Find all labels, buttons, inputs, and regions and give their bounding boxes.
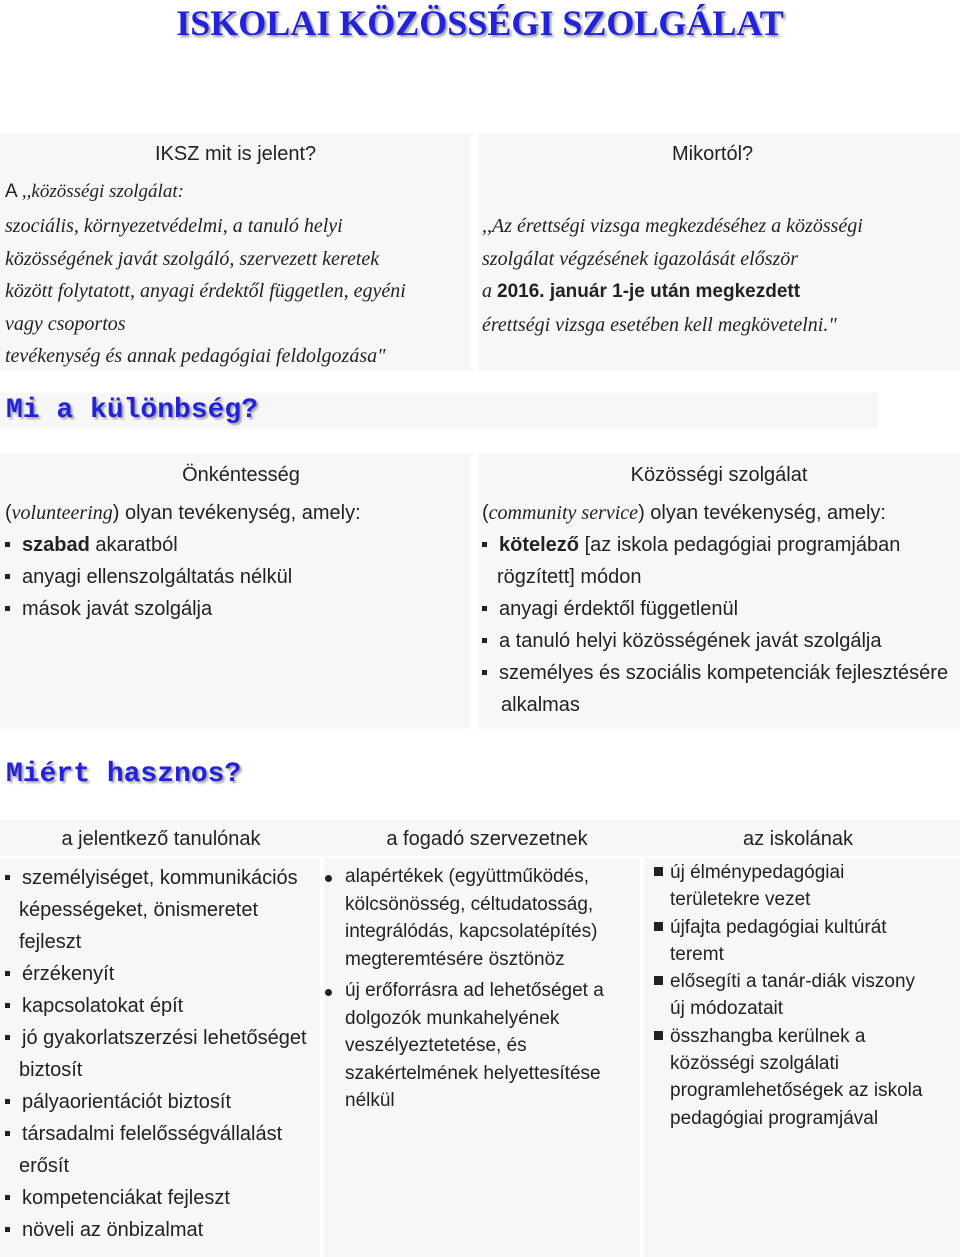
page-title: ISKOLAI KÖZÖSSÉGI SZOLGÁLAT <box>176 3 784 43</box>
list-item-continuation: teremt <box>670 943 724 965</box>
list-item: érzékenyít <box>5 958 307 990</box>
list-item-continuation: dolgozók munkahelyének <box>345 1007 560 1029</box>
iksz-definition-line: tevékenység és annak pedagógiai feldolgozása" <box>5 345 386 367</box>
student-list <box>5 862 307 1246</box>
list-item: növeli az önbizalmat <box>5 1214 307 1246</box>
list-item: kapcsolatokat épít <box>5 990 307 1022</box>
list-item-continuation: új módozatait <box>670 998 784 1020</box>
since-line <box>482 275 863 309</box>
emphasis: szabad <box>22 534 90 556</box>
list-item-continuation: fejleszt <box>19 931 82 953</box>
list-item <box>482 529 948 561</box>
iksz-definition-line: vagy csoportos <box>5 312 126 335</box>
iksz-definition-line: közösségének javát szolgáló, szervezett keretek <box>5 247 380 270</box>
iksz-term: ,,közösségi szolgálat: <box>21 181 184 202</box>
list-item: személyiséget, kommunikációs <box>5 862 307 894</box>
list-item: kompetenciákat fejleszt <box>5 1182 307 1214</box>
list-item-continuation: megteremtésére ösztönöz <box>345 948 565 970</box>
list-item <box>5 529 361 561</box>
list-item: új élménypedagógiai <box>654 859 922 886</box>
list-item: alapértékek (együttműködés, <box>323 863 604 891</box>
list-item-continuation: területekre vezet <box>670 889 811 911</box>
iksz-definition-line: szociális, környezetvédelmi, a tanuló helyi <box>5 215 343 237</box>
host-header: a fogadó szervezetnek <box>386 828 588 850</box>
since-line-prefix: a <box>482 280 492 302</box>
community-list <box>482 529 948 721</box>
volunteering-term: volunteering <box>11 502 113 524</box>
volunteering-list <box>5 529 361 625</box>
list-item-continuation: erősít <box>19 1155 70 1177</box>
list-item: anyagi ellenszolgáltatás nélkül <box>5 561 361 593</box>
list-item: társadalmi felelősségvállalást <box>5 1118 307 1150</box>
list-item: anyagi érdektől függetlenül <box>482 593 948 625</box>
paren: ( <box>482 502 489 524</box>
since-heading: Mikortól? <box>672 143 754 165</box>
since-date: 2016. január 1-je után megkezdett <box>497 281 801 302</box>
since-line: szolgálat végzésének igazolását először <box>482 247 799 270</box>
since-line: érettségi vizsga esetében kell megkövetelni." <box>482 313 837 336</box>
community-intro-rest: ) olyan tevékenység, amely: <box>638 502 886 524</box>
volunteering-intro <box>5 497 361 529</box>
item-text: [az iskola pedagógiai programjában <box>579 534 901 556</box>
iksz-definition-line: között folytatott, anyagi érdektől független, egyéni <box>5 280 406 302</box>
iksz-prefix: A <box>5 181 17 202</box>
list-item: összhangba kerülnek a <box>654 1023 922 1050</box>
iksz-meaning-heading: IKSZ mit is jelent? <box>155 143 317 165</box>
community-intro <box>482 497 948 529</box>
emphasis: kötelező <box>499 534 580 556</box>
list-item: a tanuló helyi közösségének javát szolgálja <box>482 625 948 657</box>
iksz-definition <box>5 210 406 373</box>
list-item-continuation: biztosít <box>19 1059 83 1081</box>
list-item: új erőforrásra ad lehetőséget a <box>323 977 604 1005</box>
list-item-continuation: rögzített] módon <box>497 566 642 588</box>
list-item-continuation: szakértelmének helyettesítése <box>345 1062 601 1084</box>
volunteering-header: Önkéntesség <box>182 464 300 486</box>
since-text <box>482 210 863 341</box>
list-item: pályaorientációt biztosít <box>5 1086 307 1118</box>
list-item-continuation: integrálódás, kapcsolatépítés) <box>345 921 598 942</box>
list-item-continuation: kölcsönösség, céltudatosság, <box>345 893 594 915</box>
list-item-continuation: közösségi szolgálati <box>670 1053 839 1075</box>
school-list <box>654 859 922 1132</box>
host-list <box>323 863 604 1115</box>
since-line: ,,Az érettségi vizsga megkezdéséhez a közösségi <box>482 215 863 237</box>
paren: ( <box>5 502 12 524</box>
list-item-continuation: programlehetőségek az iskola <box>670 1080 923 1102</box>
usefulness-heading: Miért hasznos? <box>6 759 242 790</box>
list-item: személyes és szociális kompetenciák fejlesztésére <box>482 657 948 689</box>
list-item-continuation: képességeket, önismeretet <box>19 899 259 921</box>
community-content <box>482 497 948 721</box>
community-term: community service <box>488 502 639 524</box>
school-header: az iskolának <box>742 828 854 850</box>
list-item-continuation: pedagógiai programjával <box>670 1107 879 1129</box>
difference-heading: Mi a különbség? <box>6 395 259 426</box>
list-item-continuation: veszélyeztetetése, és <box>345 1035 527 1056</box>
student-header: a jelentkező tanulónak <box>61 828 261 850</box>
list-item: elősegíti a tanár-diák viszony <box>654 968 922 995</box>
iksz-meaning-line <box>5 176 184 208</box>
list-item: jó gyakorlatszerzési lehetőséget <box>5 1022 307 1054</box>
list-item-continuation: nélkül <box>345 1090 395 1111</box>
community-header: Közösségi szolgálat <box>630 464 808 486</box>
volunteering-intro-rest: ) olyan tevékenység, amely: <box>112 502 361 524</box>
item-text: akaratból <box>89 534 178 556</box>
list-item: újfajta pedagógiai kultúrát <box>654 914 922 941</box>
list-item: mások javát szolgálja <box>5 593 361 625</box>
volunteering-content <box>5 497 361 625</box>
list-item-continuation: alkalmas <box>501 694 580 716</box>
